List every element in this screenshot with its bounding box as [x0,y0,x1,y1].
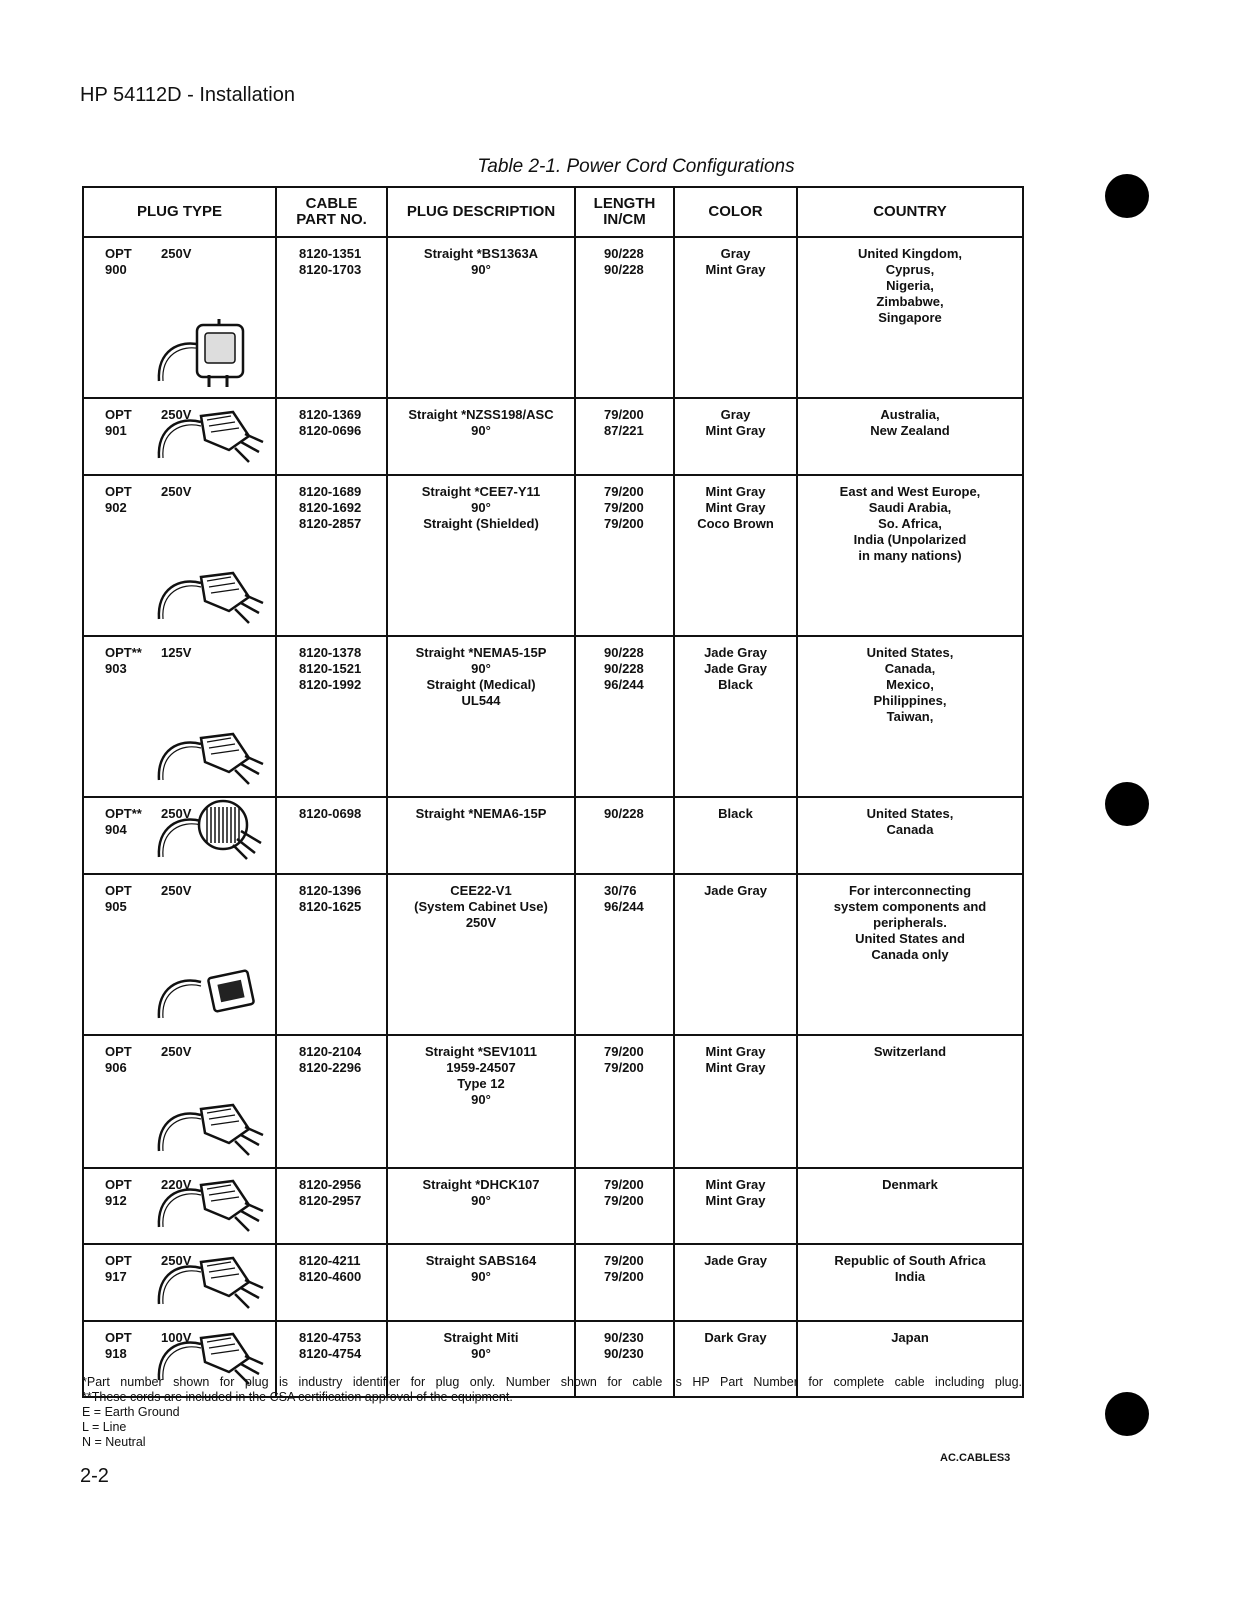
color-value: Mint Gray [705,1193,766,1209]
country-line: So. Africa, [878,515,942,531]
country-line: Zimbabwe, [876,294,944,309]
country-line: Philippines, [873,693,947,709]
plug-description-line: UL544 [461,693,501,709]
plug-voltage: 250V [161,483,192,499]
plug-option-number: 906 [105,1060,127,1076]
table-row [83,797,1023,873]
country-line: Japan [891,1329,929,1345]
power-cord-table [82,186,1024,1398]
color-value: Jade Gray [704,1253,767,1269]
color-cell [674,797,797,873]
cable-part-cell [276,398,387,474]
plug-description-line: 90° [471,262,491,277]
legend-line: L = Line [82,1420,127,1434]
length-value: 79/200 [604,1060,644,1076]
cable-part-cell [276,1168,387,1244]
plug-option-prefix: OPT [105,407,132,423]
binder-hole-icon [1105,782,1149,826]
plug-option-line [85,484,274,500]
cable-part-number: 8120-1378 [299,645,362,661]
country-cell [797,475,1023,636]
country-line: East and West Europe, [839,483,981,499]
plug-type-cell [83,874,276,1035]
length-value: 79/200 [604,1193,644,1209]
cable-part-number: 8120-2857 [299,515,362,531]
table-header-row [83,187,1023,237]
cable-part-cell [276,1244,387,1320]
plug-description-line: Straight Miti [443,1329,519,1345]
page-header: HP 54112D - Installation [80,84,295,106]
country-line: United States, [866,806,954,822]
length-cell [575,1168,674,1244]
plug-description-line: Straight *DHCK107 [422,1177,540,1193]
plug-description-cell [387,1168,575,1244]
binder-hole-icon [1105,174,1149,218]
color-value: Jade Gray [704,661,767,677]
plug-option-prefix: OPT** [105,645,142,661]
plug-type-cell [83,237,276,398]
country-line: Switzerland [873,1044,947,1060]
plug-option-prefix: OPT [105,1177,132,1193]
cable-part-cell [276,874,387,1035]
plug-description-line: Straight SABS164 [425,1253,537,1269]
country-cell [797,874,1023,1035]
country-cell [797,797,1023,873]
cable-part-number: 8120-1521 [299,661,362,677]
length-value: 79/200 [604,1044,644,1060]
length-value: 90/228 [604,806,644,822]
country-cell [797,636,1023,797]
country-line: Canada only [871,946,949,962]
plug-option-number-line [85,661,274,677]
table-row [83,237,1023,398]
nema5-15p-plug-icon [149,710,269,790]
length-value: 79/200 [604,483,644,499]
country-cell [797,1035,1023,1168]
plug-option-number: 905 [105,898,127,914]
country-line: India (Unpolarized [853,531,967,547]
plug-description-cell [387,636,575,797]
color-cell [674,1035,797,1168]
footnote-csa: **These cords are included in the CSA certification approval of the equipment. [82,1390,513,1404]
plug-description-line: 90° [471,1193,491,1209]
length-cell [575,636,674,797]
cable-part-cell [276,475,387,636]
color-cell [674,874,797,1035]
plug-voltage: 125V [161,645,192,661]
col-cable-part-no [276,187,387,237]
country-line: Cyprus, [885,262,935,277]
plug-option-line [85,1044,274,1060]
table-caption: Table 2-1. Power Cord Configurations [477,156,795,177]
sev1011-plug-icon [149,1081,269,1161]
country-line: United States, [866,645,954,661]
plug-option-prefix: OPT [105,246,132,261]
plug-type-cell [83,1035,276,1168]
col-cable-part-no-line: CABLE [305,195,358,212]
plug-option-prefix: OPT [105,1044,132,1060]
plug-voltage: 250V [161,246,192,261]
plug-description-line: 90° [471,661,491,677]
sabs164-plug-icon [149,1234,269,1314]
cable-part-number: 8120-0696 [299,423,362,439]
plug-description-line: Straight *SEV1011 [425,1044,537,1060]
country-line: Taiwan, [886,709,934,725]
country-line: Australia, [880,407,940,423]
bs1363-plug-icon [149,311,269,391]
color-value: Mint Gray [705,262,766,277]
country-line: Denmark [882,1177,938,1193]
table-row [83,1035,1023,1168]
plug-option-number-line [85,500,274,516]
color-value: Mint Gray [705,1060,766,1076]
plug-option-prefix: OPT** [105,806,142,822]
plug-voltage: 220V [161,1177,192,1193]
plug-description-line: Straight *NZSS198/ASC [408,407,554,423]
col-plug-description: PLUG DESCRIPTION [387,187,575,237]
length-value: 90/228 [604,262,644,277]
color-value: Black [718,806,753,822]
color-value: Mint Gray [705,483,766,499]
plug-option-number: 912 [105,1193,127,1209]
cable-part-cell [276,1035,387,1168]
col-cable-part-no-line: PART NO. [296,211,367,228]
country-line: Singapore [878,310,942,325]
plug-option-number-line [85,899,274,915]
length-value: 79/200 [604,499,644,515]
nzss198-plug-icon [149,388,269,468]
country-line: New Zealand [870,423,950,439]
cable-part-number: 8120-4754 [299,1345,362,1361]
cable-part-number: 8120-1351 [299,246,362,261]
plug-description-line: Straight *NEMA5-15P [415,645,547,661]
cable-part-number: 8120-1992 [299,677,362,693]
plug-option-line [85,645,274,661]
color-value: Jade Gray [704,645,767,661]
country-line: India [894,1269,926,1285]
length-value: 30/76 [604,882,637,898]
country-line: For interconnecting [848,882,972,898]
color-value: Mint Gray [705,423,766,439]
country-line: Nigeria, [886,278,934,293]
cable-part-number: 8120-2956 [299,1177,362,1193]
col-country: COUNTRY [797,187,1023,237]
cable-part-number: 8120-1692 [299,499,362,515]
plug-voltage: 250V [161,1253,192,1269]
length-value: 90/228 [604,661,644,677]
plug-description-line: 90° [471,499,491,515]
col-length-line: IN/CM [603,211,646,228]
col-color: COLOR [674,187,797,237]
country-line: United Kingdom, [858,246,962,261]
length-value: 79/200 [604,515,644,531]
col-length-line: LENGTH [593,195,656,212]
country-line: Mexico, [886,677,934,693]
cable-part-cell [276,797,387,873]
cable-part-number: 8120-1369 [299,407,362,423]
cable-part-cell [276,636,387,797]
plug-description-line: Straight *CEE7-Y11 [421,483,541,499]
table-row [83,874,1023,1035]
col-length [575,187,674,237]
cable-part-number: 8120-4600 [299,1269,362,1285]
color-cell [674,1244,797,1320]
length-cell [575,1035,674,1168]
cable-part-number: 8120-2104 [299,1044,362,1060]
plug-option-prefix: OPT [105,1329,132,1345]
cable-part-number: 8120-2296 [299,1060,362,1076]
length-value: 96/244 [604,898,644,914]
plug-description-line: Type 12 [457,1076,505,1092]
plug-type-cell [83,636,276,797]
length-cell [575,398,674,474]
country-line: Canada [886,822,934,838]
plug-description-line: Straight (Shielded) [423,515,539,531]
plug-voltage: 100V [161,1329,192,1345]
cee22-plug-icon [149,948,269,1028]
plug-option-prefix: OPT [105,1253,132,1269]
plug-voltage: 250V [161,882,192,898]
length-value: 90/228 [604,645,644,661]
color-value: Jade Gray [704,882,767,898]
cable-part-number: 8120-2957 [299,1193,362,1209]
footnote-part-number: *Part number shown for plug is industry identifier for plug only. Number shown for cable is HP Part Number for complete cable including plug. [82,1375,1022,1389]
length-value: 79/200 [604,1269,644,1285]
plug-option-number: 901 [105,423,127,439]
country-line: Republic of South Africa [834,1253,986,1269]
color-value: Gray [720,246,751,261]
color-cell [674,237,797,398]
length-cell [575,797,674,873]
cable-part-number: 8120-0698 [299,806,362,822]
color-cell [674,1168,797,1244]
cable-part-cell [276,237,387,398]
country-line: in many nations) [858,547,962,563]
length-value: 90/230 [604,1329,644,1345]
plug-description-line: 90° [471,1269,491,1285]
plug-option-number: 918 [105,1345,127,1361]
nema6-15p-plug-icon [149,787,269,867]
country-cell [797,1244,1023,1320]
plug-description-line: 1959-24507 [446,1060,516,1076]
cable-part-number: 8120-1689 [299,483,362,499]
plug-description-line: 90° [471,1092,491,1108]
plug-type-cell [83,797,276,873]
plug-option-line [85,246,274,262]
plug-option-line [85,883,274,899]
plug-option-number-line [85,262,274,278]
country-line: system components and [833,898,987,914]
binder-hole-icon [1105,1392,1149,1436]
plug-description-line: 250V [465,914,497,930]
length-cell [575,1244,674,1320]
color-value: Gray [720,407,751,423]
cable-part-number: 8120-4753 [299,1329,362,1345]
page-number: 2-2 [80,1465,109,1487]
color-value: Black [718,677,753,693]
country-line: Canada, [884,661,936,677]
color-cell [674,475,797,636]
length-value: 90/228 [604,246,644,261]
figure-code: AC.CABLES3 [940,1452,1011,1464]
plug-description-line: Straight *NEMA6-15P [415,806,547,822]
length-cell [575,874,674,1035]
plug-description-cell [387,1244,575,1320]
cable-part-number: 8120-1625 [299,898,362,914]
color-value: Mint Gray [705,499,766,515]
plug-option-number: 902 [105,499,127,515]
plug-description-line: Straight *BS1363A [423,246,539,261]
color-value: Mint Gray [705,1044,766,1060]
color-value: Mint Gray [705,1177,766,1193]
country-cell [797,237,1023,398]
plug-option-prefix: OPT [105,882,132,898]
plug-voltage: 250V [161,1044,192,1060]
plug-description-cell [387,797,575,873]
dhck107-plug-icon [149,1157,269,1237]
footnotes [82,1375,1022,1450]
plug-type-cell [83,398,276,474]
length-value: 90/230 [604,1345,644,1361]
plug-description-cell [387,1035,575,1168]
table-row [83,636,1023,797]
table-row [83,398,1023,474]
legend-neutral: N = Neutral [82,1435,146,1449]
length-value: 79/200 [604,407,644,423]
length-cell [575,237,674,398]
length-cell [575,475,674,636]
plug-description-cell [387,874,575,1035]
table-row [83,475,1023,636]
plug-option-number: 917 [105,1269,127,1285]
plug-description-cell [387,475,575,636]
plug-description-cell [387,398,575,474]
country-line: Saudi Arabia, [868,499,952,515]
country-line: peripherals. [873,914,947,930]
length-value: 96/244 [604,677,644,693]
plug-voltage: 250V [161,806,192,822]
plug-option-number: 903 [105,661,127,677]
color-value: Dark Gray [704,1329,767,1345]
plug-description-line: CEE22-V1 [450,882,512,898]
plug-description-line: Straight (Medical) [426,677,536,693]
country-line: United States and [855,930,965,946]
color-cell [674,398,797,474]
cee7-plug-icon [149,549,269,629]
plug-type-cell [83,475,276,636]
plug-voltage: 250V [161,407,192,423]
plug-option-number: 904 [105,822,127,838]
plug-option-prefix: OPT [105,483,132,499]
country-cell [797,398,1023,474]
legend-earth: E = Earth Ground [82,1405,180,1419]
color-value: Coco Brown [697,515,774,531]
color-cell [674,636,797,797]
plug-description-line: 90° [471,1345,491,1361]
cable-part-number: 8120-4211 [299,1253,361,1269]
col-plug-type: PLUG TYPE [83,187,276,237]
cable-part-number: 8120-1703 [299,262,362,277]
country-cell [797,1168,1023,1244]
plug-description-line: 90° [471,423,491,439]
length-value: 79/200 [604,1253,644,1269]
plug-option-number-line [85,1060,274,1076]
length-value: 79/200 [604,1177,644,1193]
plug-description-line: (System Cabinet Use) [414,898,548,914]
plug-description-cell [387,237,575,398]
cable-part-number: 8120-1396 [299,882,362,898]
length-value: 87/221 [604,423,644,439]
plug-option-number: 900 [105,262,127,277]
